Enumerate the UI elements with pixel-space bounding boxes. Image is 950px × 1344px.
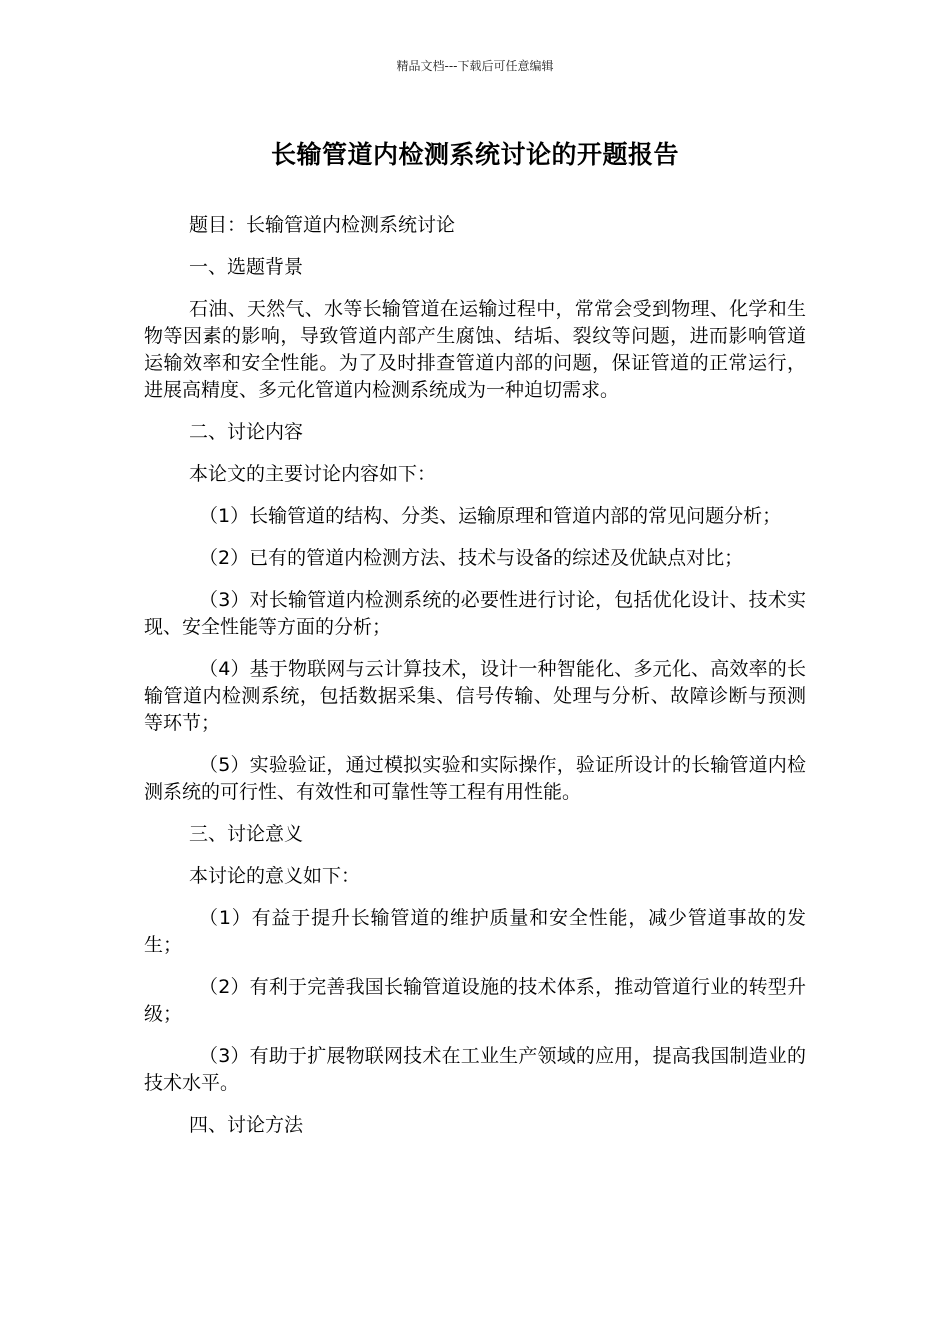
page-header: 精品文档---下载后可任意编辑 bbox=[396, 59, 554, 73]
section-heading-significance: 三、讨论意义 bbox=[189, 823, 304, 845]
significance-item-3: （3）有助于扩展物联网技术在工业生产领域的应用，提高我国制造业的技术水平。 bbox=[144, 1045, 806, 1094]
significance-item-1: （1）有益于提升长输管道的维护质量和安全性能，减少管道事故的发生； bbox=[144, 907, 806, 956]
content-intro: 本论文的主要讨论内容如下： bbox=[189, 463, 437, 485]
significance-item-2: （2）有利于完善我国长输管道设施的技术体系，推动管道行业的转型升级； bbox=[144, 976, 806, 1025]
content-item-4: （4）基于物联网与云计算技术，设计一种智能化、多元化、高效率的长输管道内检测系统，包括数据采集、信号传输、处理与分析、故障诊断与预测等环节； bbox=[144, 658, 806, 734]
content-item-5: （5）实验验证，通过模拟实验和实际操作，验证所设计的长输管道内检测系统的可行性、有效性和可靠性等工程有用性能。 bbox=[144, 754, 806, 803]
significance-intro: 本讨论的意义如下： bbox=[189, 865, 361, 887]
content-item-1: （1）长输管道的结构、分类、运输原理和管道内部的常见问题分析； bbox=[199, 505, 782, 527]
document-body bbox=[144, 212, 806, 1154]
section-heading-content: 二、讨论内容 bbox=[189, 421, 304, 443]
document-title: 长输管道内检测系统讨论的开题报告 bbox=[270, 140, 679, 169]
background-paragraph: 石油、天然气、水等长输管道在运输过程中，常常会受到物理、化学和生物等因素的影响，导致管道内部产生腐蚀、结垢、裂纹等问题，进而影响管道运输效率和安全性能。为了及时排查管道内部的问题，保证管道的正常运行，进展高精度、多元化管道内检测系统成为一种迫切需求。 bbox=[144, 298, 806, 401]
section-heading-method: 四、讨论方法 bbox=[189, 1114, 304, 1136]
section-heading-background: 一、选题背景 bbox=[189, 256, 304, 278]
topic-line: 题目：长输管道内检测系统讨论 bbox=[189, 214, 456, 236]
content-item-3: （3）对长输管道内检测系统的必要性进行讨论，包括优化设计、技术实现、安全性能等方面的分析； bbox=[144, 589, 806, 638]
content-item-2: （2）已有的管道内检测方法、技术与设备的综述及优缺点对比； bbox=[199, 547, 744, 569]
